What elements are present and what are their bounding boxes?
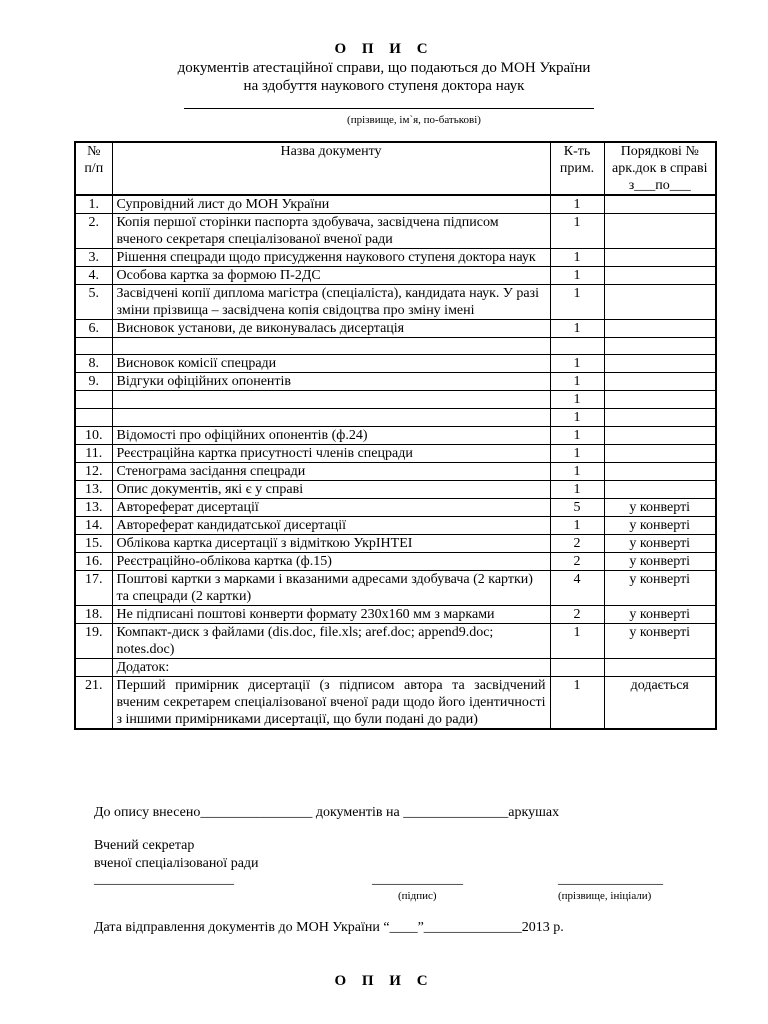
row-document-name: Не підписані поштові конверти формату 230х160 мм з марками: [112, 606, 550, 624]
row-number: 1.: [75, 195, 112, 214]
row-copies-count: 1: [550, 409, 604, 427]
row-copies-count: 1: [550, 320, 604, 338]
row-document-name: Опис документів, які є у справі: [112, 481, 550, 499]
row-copies-count: [550, 338, 604, 355]
row-copies-count: 1: [550, 373, 604, 391]
row-sheet-numbers: у конверті: [604, 535, 716, 553]
secretary-title-2: вченої спеціалізованої ради: [94, 856, 259, 871]
row-document-name: Особова картка за формою П-2ДС: [112, 267, 550, 285]
table-header-row: [75, 142, 716, 195]
table-row: [75, 677, 716, 730]
row-sheet-numbers: [604, 427, 716, 445]
row-number: [75, 659, 112, 677]
row-sheet-numbers: у конверті: [604, 571, 716, 606]
table-row: [75, 355, 716, 373]
row-number: 4.: [75, 267, 112, 285]
row-number: 9.: [75, 373, 112, 391]
row-document-name: Рішення спецради щодо присудження наукового ступеня доктора наук: [112, 249, 550, 267]
row-document-name: [112, 409, 550, 427]
row-number: [75, 338, 112, 355]
row-document-name: Облікова картка дисертації з відміткою УкрІНТЕІ: [112, 535, 550, 553]
row-sheet-numbers: [604, 195, 716, 214]
table-row: [75, 481, 716, 499]
row-number: 19.: [75, 624, 112, 659]
row-document-name: Висновок комісії спецради: [112, 355, 550, 373]
row-sheet-numbers: [604, 320, 716, 338]
table-row: [75, 373, 716, 391]
row-number: 13.: [75, 481, 112, 499]
signature-hint: (підпис): [398, 890, 437, 902]
row-document-name: Супровідний лист до МОН України: [112, 195, 550, 214]
table-row: [75, 624, 716, 659]
applicant-name-line: [184, 108, 594, 109]
document-subtitle-line1: документів атестаційної справи, що подаються до МОН України: [177, 60, 591, 76]
row-document-name: Поштові картки з марками і вказаними адресами здобувача (2 картки) та спецради (2 картки): [112, 571, 550, 606]
row-number: 11.: [75, 445, 112, 463]
row-number: 15.: [75, 535, 112, 553]
row-sheet-numbers: [604, 338, 716, 355]
row-copies-count: 1: [550, 624, 604, 659]
row-copies-count: [550, 659, 604, 677]
secretary-line: ____________________: [94, 872, 234, 887]
secretary-title-1: Вчений секретар: [94, 838, 195, 853]
row-document-name: Компакт-диск з файлами (dis.doc, file.xls; aref.doc; append9.doc; notes.doc): [112, 624, 550, 659]
header-name: Назва документу: [112, 142, 550, 195]
row-document-name: Реєстраційно-облікова картка (ф.15): [112, 553, 550, 571]
row-number: 2.: [75, 214, 112, 249]
row-number: [75, 391, 112, 409]
table-row: [75, 267, 716, 285]
row-copies-count: 2: [550, 606, 604, 624]
row-sheet-numbers: [604, 463, 716, 481]
table-row: [75, 517, 716, 535]
row-copies-count: 1: [550, 285, 604, 320]
row-copies-count: 1: [550, 677, 604, 730]
row-number: [75, 409, 112, 427]
row-sheet-numbers: [604, 445, 716, 463]
table-row: [75, 338, 716, 355]
row-copies-count: 4: [550, 571, 604, 606]
row-document-name: Автореферат кандидатської дисертації: [112, 517, 550, 535]
row-number: 12.: [75, 463, 112, 481]
included-docs-line: До опису внесено________________ документів на _______________аркушах: [94, 805, 560, 820]
table-row: [75, 320, 716, 338]
row-number: 14.: [75, 517, 112, 535]
row-copies-count: 1: [550, 195, 604, 214]
row-copies-count: 1: [550, 267, 604, 285]
row-sheet-numbers: у конверті: [604, 624, 716, 659]
table-row: [75, 195, 716, 214]
initials-line: _______________: [558, 872, 663, 887]
row-sheet-numbers: [604, 481, 716, 499]
table-row: [75, 606, 716, 624]
document-title: О П И С: [334, 41, 434, 57]
signature-line: _____________: [372, 872, 463, 887]
initials-hint: (прізвище, ініціали): [558, 890, 652, 902]
row-sheet-numbers: [604, 355, 716, 373]
row-document-name: Копія першої сторінки паспорта здобувача, засвідчена підписом вченого секретаря спеціалізованої вченої ради: [112, 214, 550, 249]
row-copies-count: 1: [550, 249, 604, 267]
row-sheet-numbers: [604, 391, 716, 409]
dispatch-date-line: Дата відправлення документів до МОН України “____”______________2013 р.: [94, 920, 564, 935]
document-subtitle-line2: на здобуття наукового ступеня доктора наук: [243, 78, 525, 94]
header-order: Порядкові № арк.док в справі з___по___: [604, 142, 716, 195]
table-row: [75, 553, 716, 571]
header-count: К-ть прим.: [550, 142, 604, 195]
row-sheet-numbers: у конверті: [604, 606, 716, 624]
table-row: [75, 445, 716, 463]
row-copies-count: 1: [550, 427, 604, 445]
row-number: 3.: [75, 249, 112, 267]
row-copies-count: 1: [550, 517, 604, 535]
row-sheet-numbers: [604, 267, 716, 285]
row-number: 13.: [75, 499, 112, 517]
row-sheet-numbers: [604, 214, 716, 249]
row-sheet-numbers: у конверті: [604, 517, 716, 535]
table-row: [75, 409, 716, 427]
row-number: 5.: [75, 285, 112, 320]
row-copies-count: 1: [550, 445, 604, 463]
table-row: [75, 285, 716, 320]
row-number: 18.: [75, 606, 112, 624]
row-document-name: Автореферат дисертації: [112, 499, 550, 517]
row-document-name: Відгуки офіційних опонентів: [112, 373, 550, 391]
row-copies-count: 1: [550, 481, 604, 499]
table-row: [75, 249, 716, 267]
row-document-name: Перший примірник дисертації (з підписом автора та засвідчений вченим секретарем спеціалізованої вченої ради щодо його ідентичності з іншими примірниками дисертації, що були подані до ради): [112, 677, 550, 730]
row-sheet-numbers: [604, 285, 716, 320]
row-copies-count: 2: [550, 553, 604, 571]
row-copies-count: 2: [550, 535, 604, 553]
row-number: 10.: [75, 427, 112, 445]
header-num: № п/п: [75, 142, 112, 195]
row-copies-count: 1: [550, 355, 604, 373]
row-copies-count: 1: [550, 214, 604, 249]
row-document-name: Засвідчені копії диплома магістра (спеціаліста), кандидата наук. У разі зміни прізвища – засвідчена копія свідоцтва про зміну імені: [112, 285, 550, 320]
table-row: [75, 463, 716, 481]
row-document-name: [112, 338, 550, 355]
next-page-title: О П И С: [334, 973, 434, 989]
table-row: [75, 499, 716, 517]
row-document-name: [112, 391, 550, 409]
row-copies-count: 1: [550, 463, 604, 481]
row-number: 6.: [75, 320, 112, 338]
row-document-name: Відомості про офіційних опонентів (ф.24): [112, 427, 550, 445]
row-sheet-numbers: [604, 249, 716, 267]
table-row: [75, 571, 716, 606]
applicant-name-hint: (прізвище, ім`я, по-батькові): [347, 114, 481, 126]
row-sheet-numbers: у конверті: [604, 499, 716, 517]
table-row: [75, 391, 716, 409]
row-number: 16.: [75, 553, 112, 571]
table-row: [75, 535, 716, 553]
table-row: [75, 427, 716, 445]
row-number: 8.: [75, 355, 112, 373]
row-copies-count: 1: [550, 391, 604, 409]
row-document-name: Додаток:: [112, 659, 550, 677]
table-row: [75, 214, 716, 249]
row-sheet-numbers: [604, 409, 716, 427]
row-document-name: Реєстраційна картка присутності членів спецради: [112, 445, 550, 463]
row-number: 21.: [75, 677, 112, 730]
row-sheet-numbers: [604, 373, 716, 391]
row-sheet-numbers: [604, 659, 716, 677]
row-document-name: Висновок установи, де виконувалась дисертація: [112, 320, 550, 338]
row-sheet-numbers: у конверті: [604, 553, 716, 571]
row-document-name: Стенограма засідання спецради: [112, 463, 550, 481]
documents-table: [74, 141, 717, 730]
row-copies-count: 5: [550, 499, 604, 517]
table-row: [75, 659, 716, 677]
row-number: 17.: [75, 571, 112, 606]
row-sheet-numbers: додається: [604, 677, 716, 730]
